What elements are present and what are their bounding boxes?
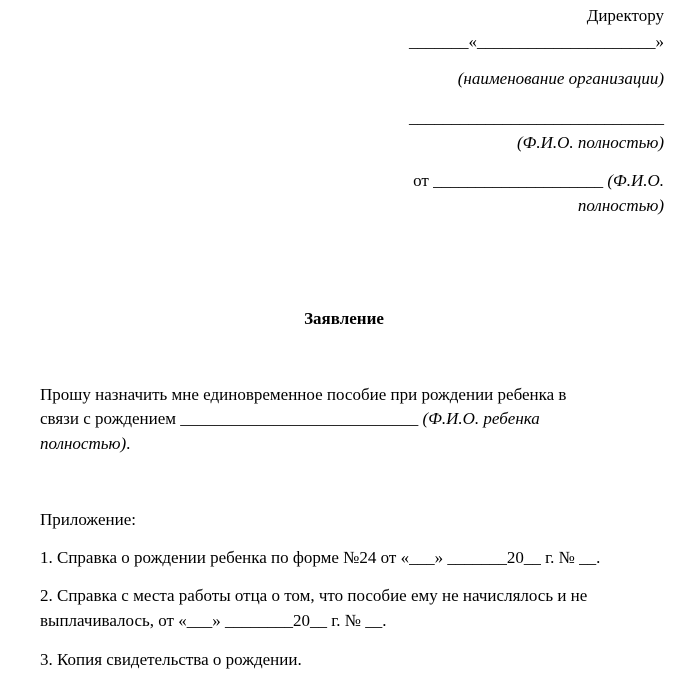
applicant-line xyxy=(413,171,664,191)
document-title: Заявление xyxy=(304,309,384,328)
attachment-item-2-line-2: выплачивалось, от «___» ________20__ г. № __. xyxy=(40,611,387,630)
organization-blank: _______«_____________________» xyxy=(409,32,664,51)
attachment-item-1: 1. Справка о рождении ребенка по форме №24 от «___» _______20__ г. № __. xyxy=(40,548,601,567)
applicant-blank: от ____________________ xyxy=(413,171,608,190)
child-fio-hint-continued: полностью) xyxy=(40,434,127,453)
request-line-3 xyxy=(40,434,130,454)
attachment-item-2-line-1: 2. Справка с места работы отца о том, что пособие ему не начислялось и не xyxy=(40,586,588,605)
attachments-heading: Приложение: xyxy=(40,510,136,529)
child-fio-hint: (Ф.И.О. ребенка xyxy=(422,409,540,428)
director-fio-hint: (Ф.И.О. полностью) xyxy=(516,133,664,152)
request-line-2 xyxy=(40,409,540,429)
director-fio-blank: ______________________________ xyxy=(409,108,664,127)
request-end-period: . xyxy=(126,434,131,453)
applicant-hint: (Ф.И.О. xyxy=(607,171,664,190)
organization-hint: (наименование организации) xyxy=(457,69,664,88)
request-line-1: Прошу назначить мне единовременное пособие при рождении ребенка в xyxy=(40,385,567,404)
addressee-line: Директору xyxy=(586,6,664,25)
attachment-item-3: 3. Копия свидетельства о рождении. xyxy=(40,650,302,669)
applicant-hint-continued: полностью) xyxy=(577,196,664,215)
child-fio-blank: связи с рождением ____________________________ xyxy=(40,409,423,428)
